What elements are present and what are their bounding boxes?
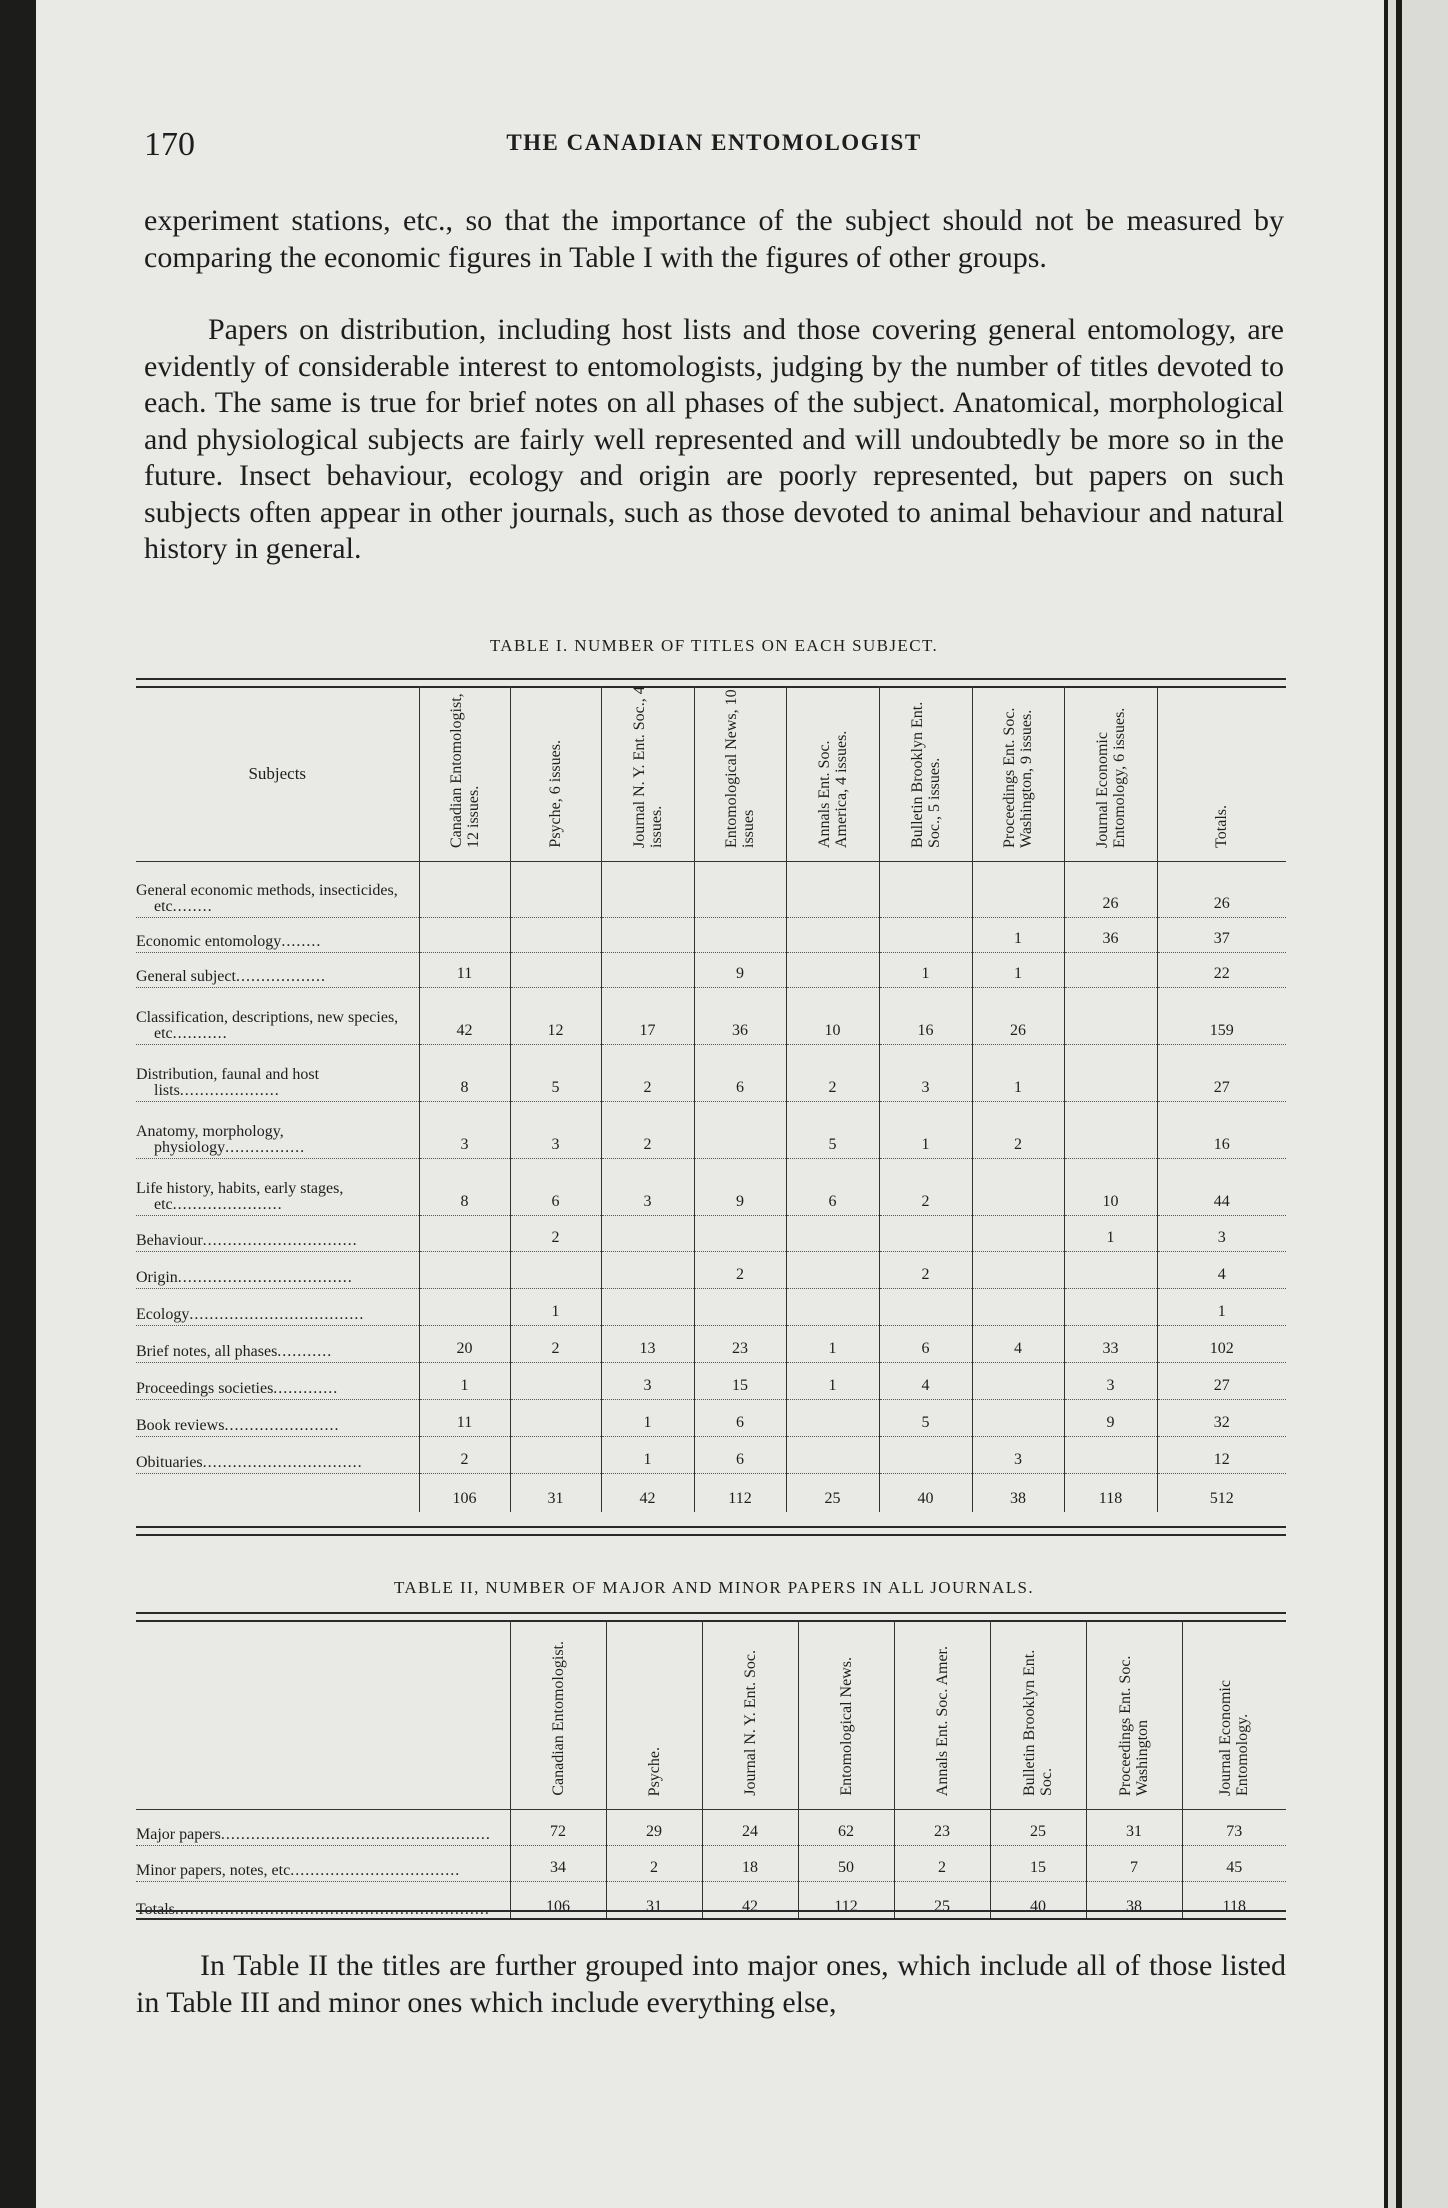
table-1-header-row: [136, 686, 1286, 862]
table-row: [136, 953, 1286, 988]
row-subject-text: Life history, habits, early stages, etc: [136, 1180, 344, 1213]
cell: 11: [419, 1400, 510, 1437]
cell: 3: [1157, 1216, 1286, 1252]
row-subject: Behaviour...............................: [136, 1216, 419, 1252]
cell: 27: [1157, 1363, 1286, 1400]
table-2-corner: [136, 1620, 510, 1810]
row-subject-text: Behaviour: [136, 1232, 203, 1249]
total-cell: 38: [972, 1474, 1064, 1512]
cell: 2: [694, 1252, 786, 1289]
cell: [601, 862, 694, 918]
table-1-bottom-rule: [136, 1526, 1286, 1536]
col-header: [990, 1620, 1086, 1810]
cell: [1064, 1252, 1157, 1289]
cell: 16: [1157, 1102, 1286, 1159]
table-2: [136, 1620, 1286, 1920]
table-1: [136, 686, 1286, 1512]
col-header-label: Journal Economic Entomology.: [1217, 1680, 1252, 1796]
cell: 17: [601, 988, 694, 1045]
cell: [972, 862, 1064, 918]
row-subject: Anatomy, morphology, physiology................: [136, 1102, 419, 1159]
table-2-bottom-rule: [136, 1910, 1286, 1920]
row-subject-text: Proceedings societies: [136, 1380, 274, 1397]
cell: [1064, 1289, 1157, 1326]
cell: 4: [1157, 1252, 1286, 1289]
cell: 6: [786, 1159, 879, 1216]
cell: [786, 1400, 879, 1437]
col-header-label: Canadian Entomologist, 12 issues.: [447, 693, 482, 848]
col-header: [1064, 686, 1157, 862]
cell: 7: [1086, 1846, 1182, 1882]
col-header-label: Proceedings Ent. Soc. Washington: [1117, 1655, 1151, 1796]
cell: 2: [879, 1252, 972, 1289]
row-label: Major papers......................................................: [136, 1810, 510, 1846]
cell: 1: [510, 1289, 601, 1326]
row-subject-text: Ecology: [136, 1306, 190, 1323]
col-header: [894, 1620, 990, 1810]
cell: 32: [1157, 1400, 1286, 1437]
row-label-text: Totals: [136, 1900, 175, 1918]
cell: [1064, 1102, 1157, 1159]
cell: [694, 862, 786, 918]
running-title: THE CANADIAN ENTOMOLOGIST: [506, 130, 922, 155]
cell: 3: [972, 1437, 1064, 1474]
col-header-label: Bulletin Brooklyn Ent. Soc.: [1021, 1649, 1055, 1796]
col-header: [1182, 1620, 1286, 1810]
cell: 3: [879, 1045, 972, 1102]
col-header-label: Journal Economic Entomology, 6 issues.: [1093, 707, 1128, 848]
row-label: Totals...............................................................: [136, 1900, 490, 1918]
total-cell: 118: [1182, 1882, 1286, 1920]
cell: 2: [894, 1846, 990, 1882]
cell: 18: [702, 1846, 798, 1882]
cell: 36: [694, 988, 786, 1045]
cell: 37: [1157, 918, 1286, 953]
table-row: [136, 1326, 1286, 1363]
cell: [972, 1400, 1064, 1437]
total-cell: 512: [1157, 1474, 1286, 1512]
table-row: [136, 1159, 1286, 1216]
cell: [972, 1216, 1064, 1252]
cell: 4: [972, 1326, 1064, 1363]
cell: [601, 1252, 694, 1289]
cell: [510, 918, 601, 953]
cell: 6: [694, 1400, 786, 1437]
row-subject: General economic methods, insecticides, etc........: [136, 862, 419, 918]
row-subject: Economic entomology........: [136, 918, 419, 953]
table-row: [136, 1400, 1286, 1437]
cell: 3: [510, 1102, 601, 1159]
cell: [694, 1216, 786, 1252]
cell: 23: [694, 1326, 786, 1363]
cell: [510, 1363, 601, 1400]
cell: 24: [702, 1810, 798, 1846]
cell: 1: [601, 1437, 694, 1474]
cell: 2: [510, 1326, 601, 1363]
total-cell: 42: [702, 1882, 798, 1920]
table-row: [136, 1045, 1286, 1102]
book-page: [36, 0, 1384, 2208]
cell: [879, 1437, 972, 1474]
cell: 29: [606, 1810, 702, 1846]
table-row: [136, 988, 1286, 1045]
cell: 5: [786, 1102, 879, 1159]
cell: 1: [601, 1400, 694, 1437]
cell: 45: [1182, 1846, 1286, 1882]
row-subject-text: General economic methods, insecticides, etc: [136, 882, 398, 915]
running-header: [144, 126, 1284, 166]
cell: 13: [601, 1326, 694, 1363]
total-cell: 42: [601, 1474, 694, 1512]
col-header-label: Entomological News, 10 issues: [723, 689, 757, 848]
row-subject: Origin...................................: [136, 1252, 419, 1289]
cell: 3: [1064, 1363, 1157, 1400]
cell: 25: [990, 1810, 1086, 1846]
cell: [419, 1252, 510, 1289]
cell: [1064, 1045, 1157, 1102]
total-cell: 40: [990, 1882, 1086, 1920]
cell: 12: [1157, 1437, 1286, 1474]
row-label-text: Minor papers, notes, etc: [136, 1862, 291, 1879]
cell: 8: [419, 1159, 510, 1216]
cell: 5: [510, 1045, 601, 1102]
cell: [601, 918, 694, 953]
row-subject: Obituaries................................: [136, 1437, 419, 1474]
col-header-label: Journal N. Y. Ent. Soc., 4 issues.: [630, 686, 665, 848]
cell: 15: [694, 1363, 786, 1400]
table-2-header-row: [136, 1620, 1286, 1810]
col-header: [702, 1620, 798, 1810]
cell: 102: [1157, 1326, 1286, 1363]
row-subject-text: Brief notes, all phases: [136, 1343, 278, 1360]
row-subject-text: Anatomy, morphology, physiology: [136, 1123, 284, 1156]
cell: [879, 918, 972, 953]
table-row: [136, 1102, 1286, 1159]
col-header: [1086, 1620, 1182, 1810]
cell: [879, 862, 972, 918]
cell: 8: [419, 1045, 510, 1102]
col-header-label: Annals Ent. Soc. Amer.: [933, 1645, 951, 1796]
cell: 12: [510, 988, 601, 1045]
cell: 62: [798, 1810, 894, 1846]
subjects-header: Subjects: [136, 686, 419, 862]
table-row: [136, 1289, 1286, 1326]
cell: [972, 1252, 1064, 1289]
cell: 26: [1157, 862, 1286, 918]
row-label: Minor papers, notes, etc..................................: [136, 1846, 510, 1882]
col-header-label: Proceedings Ent. Soc. Washington, 9 issues.: [1001, 707, 1035, 848]
table-row: [136, 1437, 1286, 1474]
total-cell: 40: [879, 1474, 972, 1512]
cell: 26: [972, 988, 1064, 1045]
row-subject: Brief notes, all phases...........: [136, 1326, 419, 1363]
col-header: [1157, 686, 1286, 862]
cell: 33: [1064, 1326, 1157, 1363]
cell: 9: [694, 1159, 786, 1216]
cell: [694, 1289, 786, 1326]
cell: 27: [1157, 1045, 1286, 1102]
col-header: [694, 686, 786, 862]
cell: 1: [879, 953, 972, 988]
cell: 1: [786, 1326, 879, 1363]
cell: [1064, 953, 1157, 988]
col-header-label: Journal N. Y. Ent. Soc.: [741, 1650, 759, 1796]
cell: 23: [894, 1810, 990, 1846]
cell: [419, 862, 510, 918]
cell: [879, 1289, 972, 1326]
row-subject: Book reviews.......................: [136, 1400, 419, 1437]
col-header: [510, 686, 601, 862]
cell: 9: [1064, 1400, 1157, 1437]
row-subject-text: General subject: [136, 968, 236, 985]
col-header-label: Bulletin Brooklyn Ent. Soc., 5 issues.: [908, 701, 943, 848]
total-cell: 31: [510, 1474, 601, 1512]
cell: 34: [510, 1846, 606, 1882]
cell: 1: [1064, 1216, 1157, 1252]
total-cell: 106: [510, 1882, 606, 1920]
cell: [972, 1159, 1064, 1216]
col-header: [879, 686, 972, 862]
cell: 72: [510, 1810, 606, 1846]
cell: 22: [1157, 953, 1286, 988]
cell: 5: [879, 1400, 972, 1437]
row-subject-text: Book reviews: [136, 1417, 225, 1434]
cell: 15: [990, 1846, 1086, 1882]
cell: 26: [1064, 862, 1157, 918]
cell: [1064, 1437, 1157, 1474]
cell: 159: [1157, 988, 1286, 1045]
table-row: [136, 918, 1286, 953]
total-cell: 25: [894, 1882, 990, 1920]
cell: [510, 1437, 601, 1474]
cell: 2: [601, 1102, 694, 1159]
cell: [786, 1216, 879, 1252]
row-subject-text: Classification, descriptions, new species, etc: [136, 1009, 399, 1042]
cell: 10: [1064, 1159, 1157, 1216]
col-header: [606, 1620, 702, 1810]
paragraph-2: Papers on distribution, including host lists and those covering general entomology, are evidently of considerable interest to entomologists, judging by the number of titles devoted to each. The same is true for brief notes on all phases of the subject. Anatomical, morphological and physiological subjects are fairly well represented and will undoubtedly be more so in the future. Insect behaviour, ecology and origin are poorly represented, but papers on such subjects often appear in other journals, such as those devoted to animal behaviour and natural history in general.: [144, 313, 1284, 565]
row-subject-text: Distribution, faunal and host lists: [136, 1066, 320, 1099]
cell: 2: [786, 1045, 879, 1102]
table-row: [136, 1363, 1286, 1400]
row-subject: Distribution, faunal and host lists....................: [136, 1045, 419, 1102]
cell: [786, 862, 879, 918]
cell: 31: [1086, 1810, 1182, 1846]
cell: [510, 1252, 601, 1289]
row-label-text: Major papers: [136, 1826, 221, 1843]
col-header-label: Canadian Entomologist.: [549, 1641, 567, 1796]
cell: 10: [786, 988, 879, 1045]
table-row: [136, 1216, 1286, 1252]
cell: [786, 1289, 879, 1326]
table-2-caption: TABLE II, NUMBER OF MAJOR AND MINOR PAPERS IN ALL JOURNALS.: [393, 1578, 1035, 1597]
cell: [972, 1289, 1064, 1326]
row-subject: Ecology...................................: [136, 1289, 419, 1326]
cell: 44: [1157, 1159, 1286, 1216]
page-number: 170: [144, 126, 195, 163]
row-subject-text: Origin: [136, 1269, 178, 1286]
row-subject: Life history, habits, early stages, etc......................: [136, 1159, 419, 1216]
cell: [694, 1102, 786, 1159]
cell: 11: [419, 953, 510, 988]
cell: 1: [972, 1045, 1064, 1102]
table-1-caption: TABLE I. NUMBER OF TITLES ON EACH SUBJECT.: [489, 636, 939, 655]
cell: [786, 1252, 879, 1289]
closing-paragraph: In Table II the titles are further grouped into major ones, which include all of those listed in Table III and minor ones which include everything else,: [136, 1949, 1286, 2019]
cell: 6: [510, 1159, 601, 1216]
cell: 2: [419, 1437, 510, 1474]
cell: [510, 953, 601, 988]
col-header: [972, 686, 1064, 862]
cell: 1: [879, 1102, 972, 1159]
table-row: [136, 862, 1286, 918]
cell: 1: [972, 953, 1064, 988]
total-cell: 31: [606, 1882, 702, 1920]
cell: [694, 918, 786, 953]
cell: 9: [694, 953, 786, 988]
total-cell: 112: [798, 1882, 894, 1920]
table-row: [136, 1846, 1286, 1882]
cell: [972, 1363, 1064, 1400]
cell: 1: [972, 918, 1064, 953]
cell: [786, 953, 879, 988]
cell: 20: [419, 1326, 510, 1363]
row-subject-text: Economic entomology: [136, 933, 282, 950]
row-subject: General subject..................: [136, 953, 419, 988]
cell: [879, 1216, 972, 1252]
cell: [601, 1216, 694, 1252]
cell: 4: [879, 1363, 972, 1400]
cell: 2: [510, 1216, 601, 1252]
table-1-totals-row: [136, 1474, 1286, 1512]
cell: [601, 953, 694, 988]
col-header-label: Entomological News.: [837, 1657, 855, 1796]
cell: [1064, 988, 1157, 1045]
cell: [419, 918, 510, 953]
cell: [786, 918, 879, 953]
row-subject-text: Obituaries: [136, 1454, 203, 1471]
col-header-label: Totals.: [1213, 805, 1231, 848]
total-cell: 112: [694, 1474, 786, 1512]
col-header: [510, 1620, 606, 1810]
cell: [510, 1400, 601, 1437]
cell: 2: [879, 1159, 972, 1216]
col-header: [419, 686, 510, 862]
cell: 1: [786, 1363, 879, 1400]
cell: [786, 1437, 879, 1474]
col-header: [601, 686, 694, 862]
cell: 2: [606, 1846, 702, 1882]
cell: 3: [601, 1159, 694, 1216]
cell: 6: [694, 1437, 786, 1474]
total-cell: 106: [419, 1474, 510, 1512]
cell: 2: [972, 1102, 1064, 1159]
col-header-label: Annals Ent. Soc. America, 4 issues.: [815, 730, 850, 848]
row-subject: Proceedings societies.............: [136, 1363, 419, 1400]
cell: [510, 862, 601, 918]
cell: 1: [1157, 1289, 1286, 1326]
col-header-label: Psyche, 6 issues.: [547, 740, 564, 848]
cell: 50: [798, 1846, 894, 1882]
table-row: [136, 1810, 1286, 1846]
cell: 6: [694, 1045, 786, 1102]
cell: 6: [879, 1326, 972, 1363]
total-cell: 25: [786, 1474, 879, 1512]
col-header-label: Psyche.: [645, 1746, 663, 1796]
cell: 2: [601, 1045, 694, 1102]
row-subject: Classification, descriptions, new species, etc...........: [136, 988, 419, 1045]
cell: 16: [879, 988, 972, 1045]
cell: 3: [601, 1363, 694, 1400]
paragraph-1: experiment stations, etc., so that the importance of the subject should not be measured by comparing the economic figures in Table I with the figures of other groups.: [144, 204, 1284, 274]
totals-label-blank: [136, 1474, 419, 1512]
cell: 42: [419, 988, 510, 1045]
cell: 3: [419, 1102, 510, 1159]
adjacent-page-edge: [1388, 0, 1448, 2208]
total-cell: 118: [1064, 1474, 1157, 1512]
cell: [419, 1289, 510, 1326]
cell: 1: [419, 1363, 510, 1400]
cell: 73: [1182, 1810, 1286, 1846]
col-header: [786, 686, 879, 862]
cell: 36: [1064, 918, 1157, 953]
cell: [419, 1216, 510, 1252]
table-row: [136, 1252, 1286, 1289]
col-header: [798, 1620, 894, 1810]
total-cell: 38: [1086, 1882, 1182, 1920]
cell: [601, 1289, 694, 1326]
